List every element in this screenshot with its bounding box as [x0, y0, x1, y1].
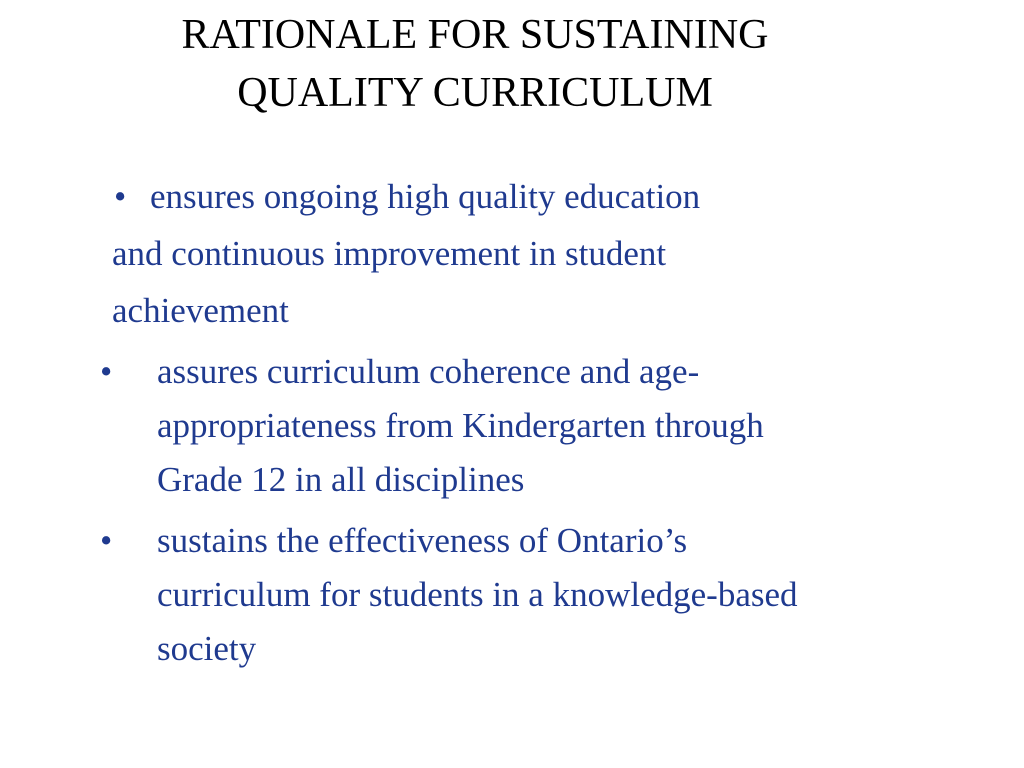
- slide-title-line: RATIONALE FOR SUSTAINING: [181, 12, 769, 58]
- intro-line: achievement: [112, 291, 289, 330]
- bullet-icon: •: [114, 177, 127, 216]
- bullet-text: [157, 345, 1017, 507]
- bullet-line: assures curriculum coherence and age-: [157, 352, 700, 391]
- bullet-text: [157, 514, 1017, 676]
- bullet-line: sustains the effectiveness of Ontario’s: [157, 521, 688, 560]
- bullet-line: appropriateness from Kindergarten through: [157, 406, 764, 445]
- slide-title-line: QUALITY CURRICULUM: [237, 70, 713, 116]
- bullet-line: curriculum for students in a knowledge-based: [157, 575, 798, 614]
- intro-paragraph: [112, 168, 912, 339]
- intro-line: and continuous improvement in student: [112, 234, 667, 273]
- bullet-icon: •: [100, 352, 113, 391]
- slide-title: [60, 6, 890, 122]
- intro-line: [112, 168, 912, 225]
- bullet-line: Grade 12 in all disciplines: [157, 460, 525, 499]
- bullet-icon: •: [100, 521, 113, 560]
- intro-text: ensures ongoing high quality education: [150, 177, 701, 216]
- bullet-line: society: [157, 629, 257, 668]
